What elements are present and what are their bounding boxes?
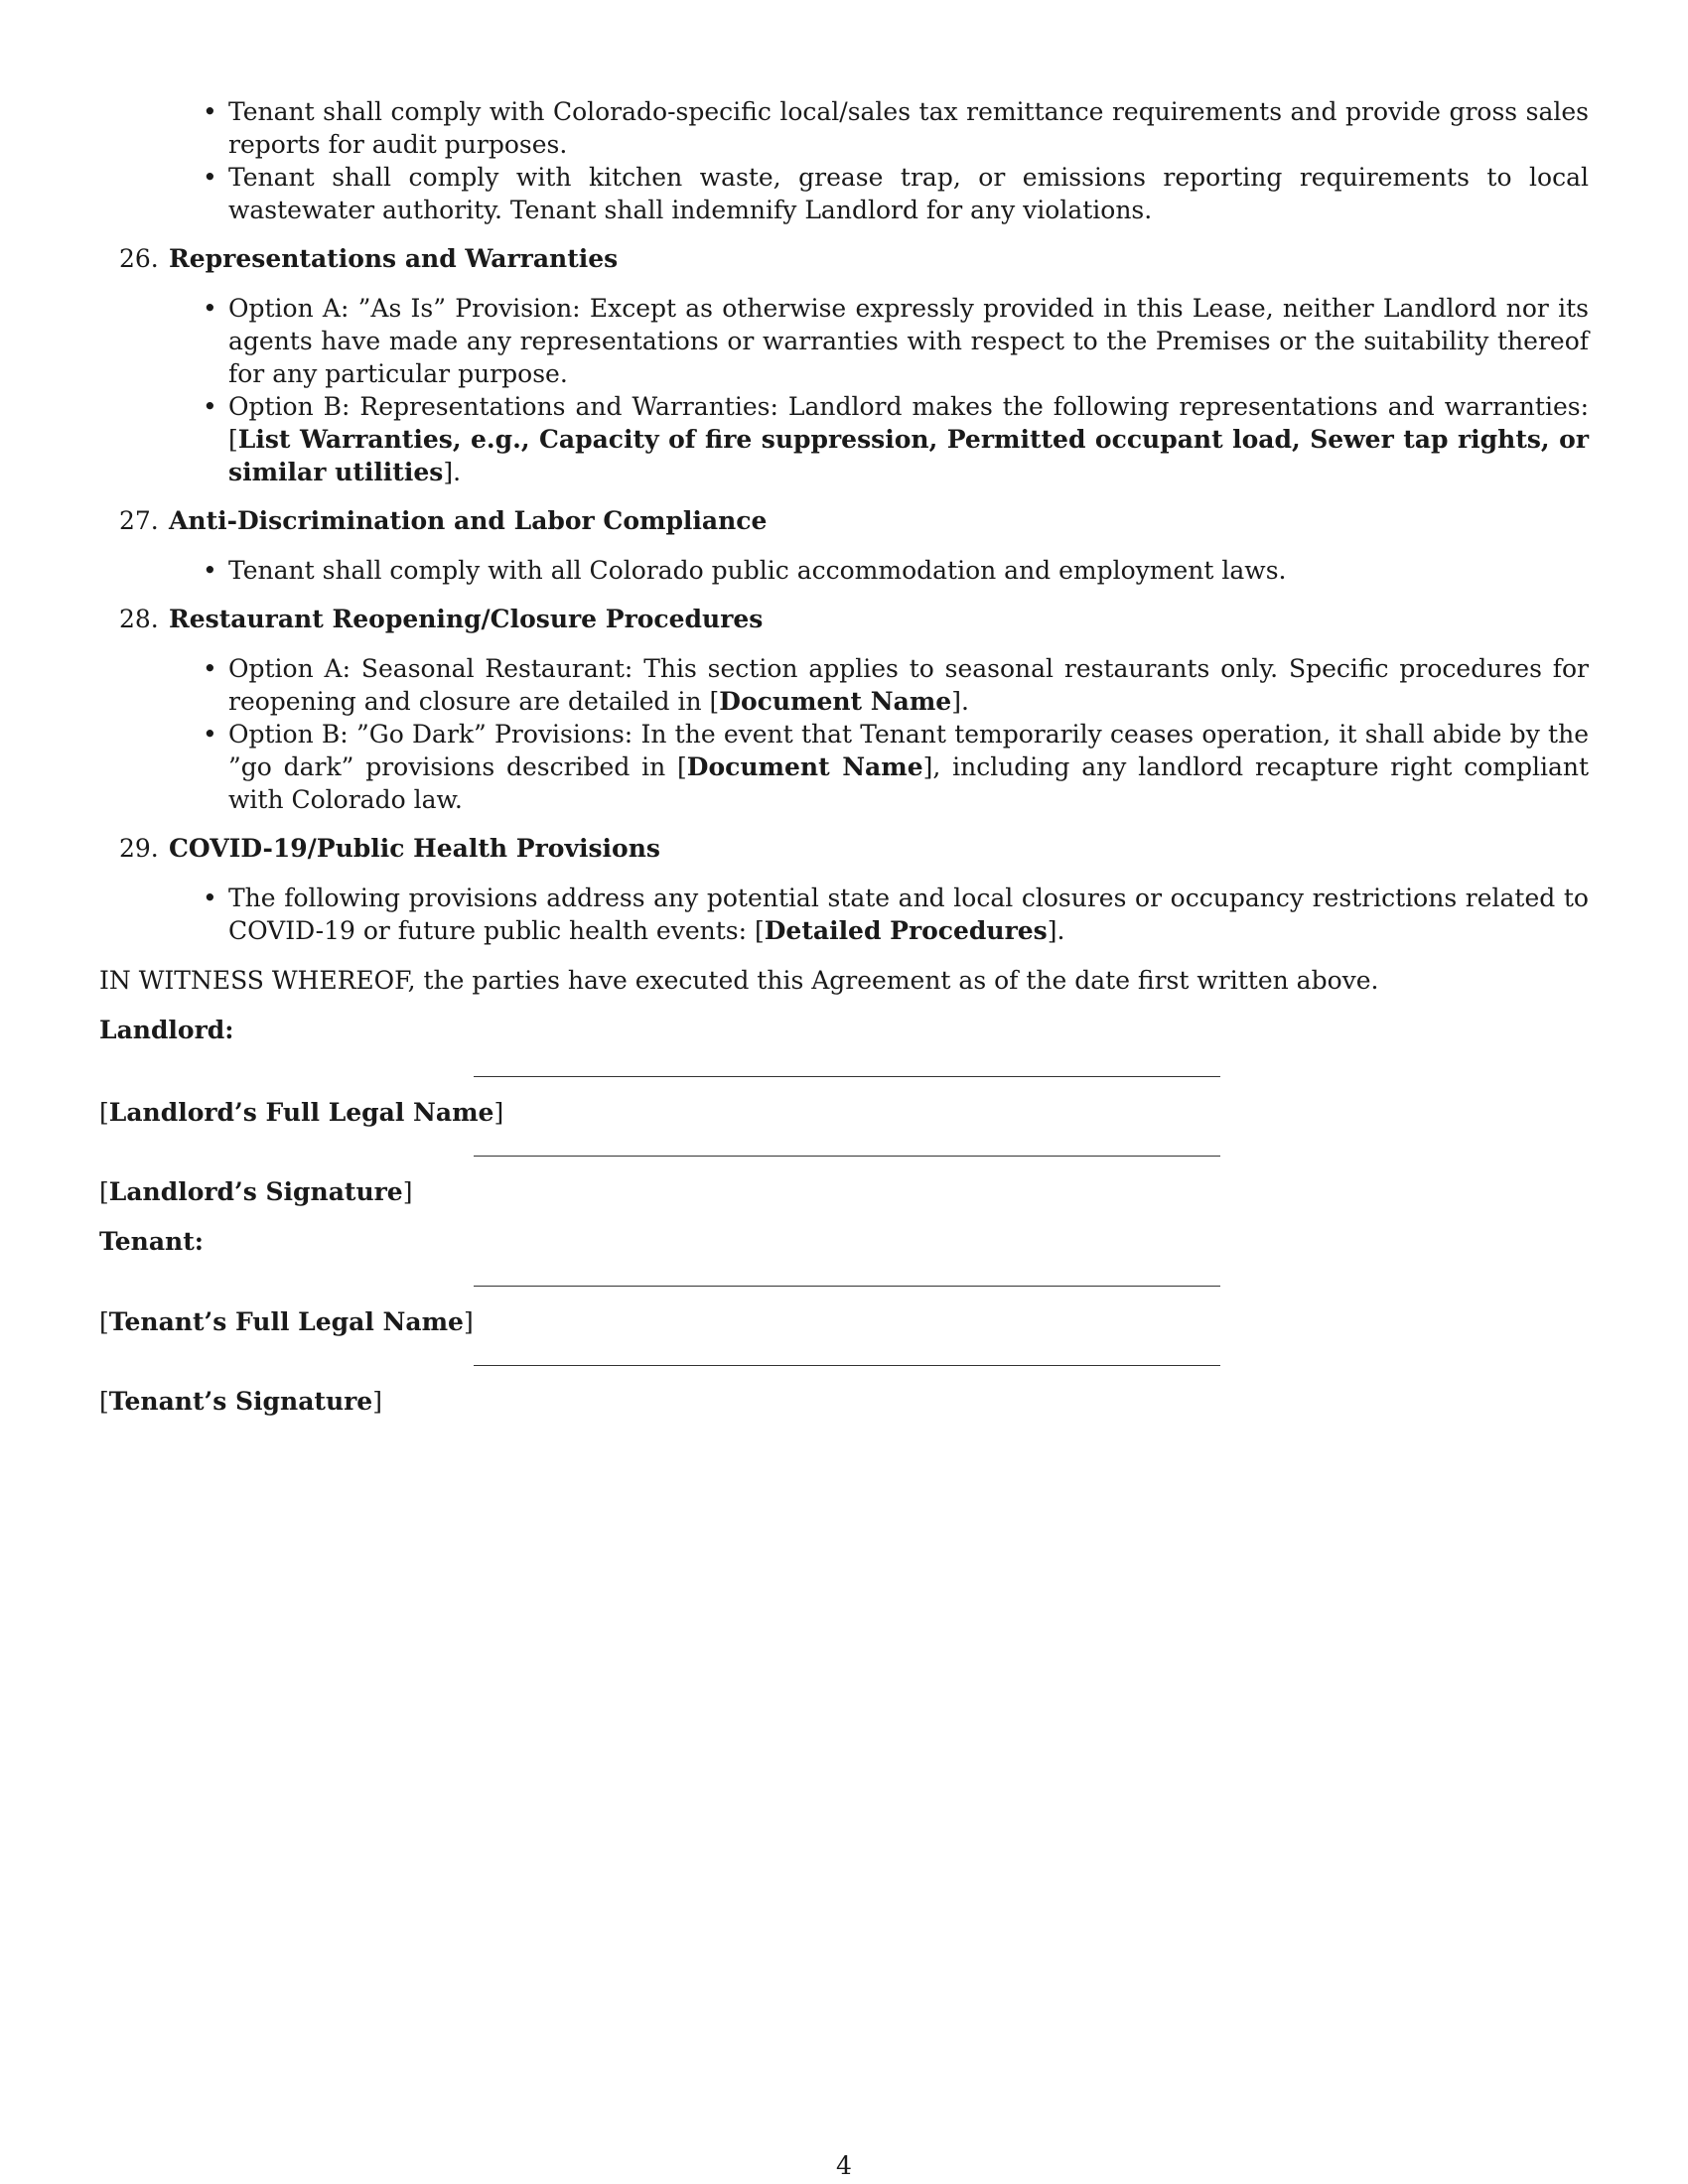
list-item: • Tenant shall comply with all Colorado public accommodation and employment laws. [99,554,1589,587]
landlord-name-line [474,1076,1220,1077]
tenant-name-line [474,1286,1220,1287]
section-title: COVID-19/Public Health Provisions [169,834,660,863]
section-27 [99,504,1589,587]
section-number: 26. [119,244,159,273]
bullet-text: Option B: ”Go Dark” Provisions: In the event that Tenant temporarily ceases operation, it shall abide by the ”go dark” provisions described in [ [228,720,1589,781]
tenant-signature-line [474,1365,1220,1366]
section-number: 28. [119,605,159,633]
bullet-text-end: ]. [951,687,969,716]
section-title: Anti-Discrimination and Labor Compliance [169,506,768,535]
section-heading [99,832,1589,865]
bullet-text: Option B: Representations and Warranties: Landlord makes the following representations and warranties: [ [228,392,1589,454]
landlord-name-caption [99,1096,1589,1129]
tenant-signature-placeholder: Tenant’s Signature [108,1387,373,1416]
page-number: 4 [836,2151,852,2180]
tenant-name-caption [99,1305,1589,1338]
bracket-open: [ [99,1387,109,1416]
list-item: • Tenant shall comply with kitchen waste, grease trap, or emissions reporting requirements to local wastewater authority. Tenant shall indemnify Landlord for any violations. [99,161,1589,226]
section-heading [99,242,1589,275]
section-bullet-list [99,554,1589,587]
section-29 [99,832,1589,947]
bracket-close: ] [372,1387,382,1416]
bullet-text: Option A: Seasonal Restaurant: This section applies to seasonal restaurants only. Specific procedures for reopening and closure are detailed in [ [228,654,1589,716]
bullet-text: The following provisions address any potential state and local closures or occupancy restrictions related to COVID-19 or future public health events: [ [228,884,1589,945]
section-bullet-list [99,652,1589,816]
document-page [99,95,1589,1418]
bullet-text-end: ]. [1047,916,1065,945]
section-number: 29. [119,834,159,863]
bullet-text-end: ], including any landlord recapture right compliant with Colorado law. [228,752,1590,814]
intro-bullet-list [99,95,1589,226]
bracket-open: [ [99,1307,109,1336]
section-bullet-list [99,292,1589,488]
list-item [99,882,1589,947]
bullet-text-end: ]. [443,458,462,486]
section-heading [99,504,1589,537]
section-title: Representations and Warranties [169,244,619,273]
bracket-close: ] [493,1098,504,1127]
list-item [99,390,1589,488]
list-item [99,652,1589,718]
bracket-open: [ [99,1098,109,1127]
bracket-open: [ [99,1177,109,1206]
landlord-signature-placeholder: Landlord’s Signature [108,1177,403,1206]
section-title: Restaurant Reopening/Closure Procedures [169,605,764,633]
landlord-name-placeholder: Landlord’s Full Legal Name [108,1098,494,1127]
tenant-name-placeholder: Tenant’s Full Legal Name [108,1307,464,1336]
section-28 [99,603,1589,816]
tenant-label: Tenant: [99,1227,204,1256]
list-item: • Tenant shall comply with Colorado-specific local/sales tax remittance requirements and provide gross sales reports for audit purposes. [99,95,1589,161]
bullet-placeholder: Document Name [686,752,923,781]
landlord-signature-line [474,1156,1220,1157]
section-heading [99,603,1589,635]
landlord-label: Landlord: [99,1016,234,1044]
tenant-signature-caption [99,1385,1589,1418]
bracket-close: ] [463,1307,474,1336]
bracket-close: ] [402,1177,413,1206]
bullet-placeholder: Detailed Procedures [764,916,1048,945]
section-26 [99,242,1589,488]
list-item [99,718,1589,816]
list-item: • Option A: ”As Is” Provision: Except as otherwise expressly provided in this Lease, neither Landlord nor its agents have made any representations or warranties with respect to the Premises or the suitability thereof for any particular purpose. [99,292,1589,390]
landlord-signature-caption [99,1175,1589,1208]
section-bullet-list [99,882,1589,947]
section-number: 27. [119,506,159,535]
bullet-placeholder: List Warranties, e.g., Capacity of fire suppression, Permitted occupant load, Sewer tap rights, or similar utilities [228,425,1589,486]
witness-statement: IN WITNESS WHEREOF, the parties have executed this Agreement as of the date first written above. [99,966,1379,995]
bullet-placeholder: Document Name [719,687,952,716]
